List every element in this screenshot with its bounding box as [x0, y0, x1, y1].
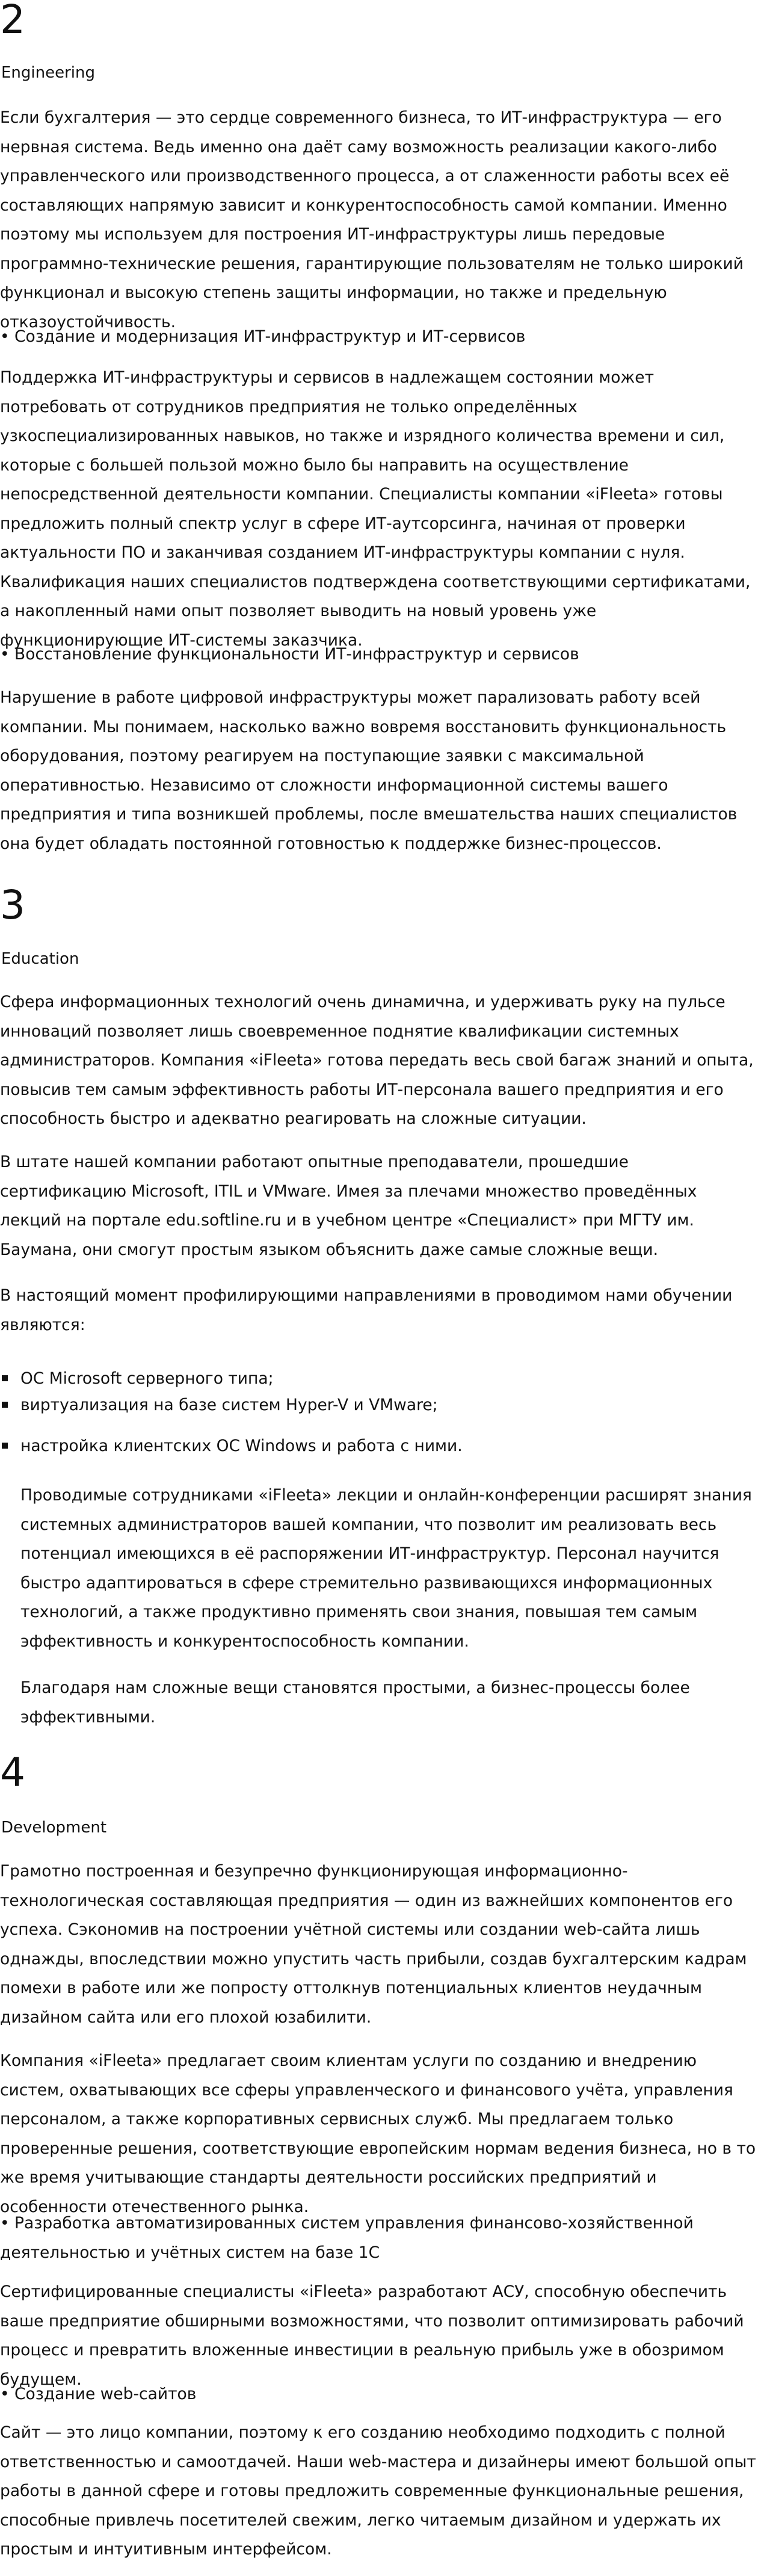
section-number: 2: [0, 0, 25, 43]
indented-paragraph: Проводимые сотрудниками «iFleeta» лекции и онлайн-конференции расширят знания системных администраторов вашей компании, что позволит им реализовать весь потенциал имеющихся в её распоряжении ИТ-инфраструктур. Персонал научится быстро адаптироваться в сфере стремительно развивающихся информационных технологий, а также продуктивно применять свои знания, повышая тем самым эффективность и конкурентоспособность компании.: [20, 1486, 752, 1651]
section-number: 4: [0, 1749, 25, 1796]
subheading: • Разработка автоматизированных систем управления финансово-хозяйственной деятельностью и учётных систем на базе 1С: [0, 2214, 694, 2262]
section-label: Development: [1, 1819, 107, 1837]
section-number: 3: [0, 882, 25, 928]
bullet-square-icon: [2, 1402, 8, 1408]
paragraph: Нарушение в работе цифровой инфраструктуры может парализовать работу всей компании. Мы понимаем, насколько важно вовремя восстановить функциональность оборудования, поэтому реагируем на поступающие заявки с максимальной оперативностью. Независимо от сложности информационной системы вашего предприятия и типа возникшей проблемы, после вмешательства наших специалистов она будет обладать постоянной готовностью к поддержке бизнес-процессов.: [0, 688, 738, 853]
paragraph: В настоящий момент профилирующими направлениями в проводимом нами обучении являются:: [0, 1286, 733, 1334]
paragraph: Сертифицированные специалисты «iFleeta» разработают АСУ, способную обеспечить ваше предприятие обширными возможностями, что позволит оптимизировать рабочий процесс и превратить вложенные инвестиции в реальную прибыль уже в обозримом будущем.: [0, 2282, 744, 2389]
paragraph: Сайт — это лицо компании, поэтому к его созданию необходимо подходить с полной ответственностью и самоотдачей. Наши web-мастера и дизайнеры имеют большой опыт работы в данной сфере и готовы предложить современные функциональные решения, способные привлечь посетителей свежим, легко читаемым дизайном и удержать их простым и интуитивным интерфейсом.: [0, 2423, 756, 2559]
paragraph: Сфера информационных технологий очень динамична, и удерживать руку на пульсе инноваций позволяет лишь своевременное поднятие квалификации системных администраторов. Компания «iFleeta» готова передать весь свой багаж знаний и опыта, повысив тем самым эффективность работы ИТ-персонала вашего предприятия и его способность быстро и адекватно реагировать на сложные ситуации.: [0, 993, 754, 1128]
paragraph: Поддержка ИТ-инфраструктуры и сервисов в надлежащем состоянии может потребовать от сотрудников предприятия не только определённых узкоспециализированных навыков, но также и изрядного количества времени и сил, которые с большей пользой можно было бы направить на осуществление непосредственной деятельности компании. Специалисты компании «iFleeta» готовы предложить полный спектр услуг в сфере ИТ-аутсорсинга, начиная от проверки актуальности ПО и заканчивая созданием ИТ-инфраструктуры компании с нуля. Квалификация наших специалистов подтверждена соответствующими сертификатами, а накопленный нами опыт позволяет выводить на новый уровень уже функционирующие ИТ-системы заказчика.: [0, 368, 751, 650]
paragraph: Если бухгалтерия — это сердце современного бизнеса, то ИТ-инфраструктура — его нервная система. Ведь именно она даёт саму возможность реализации какого-либо управленческого или производственного процесса, а от слаженности работы всех её составляющих напрямую зависит и конкурентоспособность самой компании. Именно поэтому мы используем для построения ИТ-инфраструктуры лишь передовые программно-технические решения, гарантирующие пользователям не только широкий функционал и высокую степень защиты информации, но также и предельную отказоустойчивость.: [0, 108, 744, 331]
subheading: • Создание web-сайтов: [0, 2385, 197, 2403]
indented-paragraph: Благодаря нам сложные вещи становятся простыми, а бизнес-процессы более эффективными.: [20, 1678, 690, 1727]
paragraph: Компания «iFleeta» предлагает своим клиентам услуги по созданию и внедрению систем, охватывающих все сферы управленческого и финансового учёта, управления персоналом, а также корпоративных сервисных служб. Мы предлагаем только проверенные решения, соответствующие европейским нормам ведения бизнеса, но в то же время учитывающие стандарты деятельности российских предприятий и особенности отечественного рынка.: [0, 2051, 756, 2216]
subheading: • Создание и модернизация ИТ-инфраструктур и ИТ-сервисов: [0, 327, 526, 346]
bullet-square-icon: [2, 1375, 8, 1381]
section-label: Education: [1, 950, 79, 968]
section-label: Engineering: [1, 64, 95, 82]
subheading: • Восстановление функциональности ИТ-инфраструктур и сервисов: [0, 645, 579, 664]
paragraph: В штате нашей компании работают опытные преподаватели, прошедшие сертификацию Microsoft, ITIL и VMware. Имея за плечами множество проведённых лекций на портале edu.softline.ru и в учебном центре «Специалист» при МГТУ им. Баумана, они смогут простым языком объяснить даже самые сложные вещи.: [0, 1153, 697, 1259]
bullet-square-icon: [2, 1443, 8, 1449]
paragraph: Грамотно построенная и безупречно функционирующая информационно-технологическая составляющая предприятия — один из важнейших компонентов его успеха. Сэкономив на построении учётной системы или создании web-сайта лишь однажды, впоследствии можно упустить часть прибыли, создав бухгалтерским кадрам помехи в работе или же попросту оттолкнув потенциальных клиентов неудачным дизайном сайта или его плохой юзабилити.: [0, 1862, 747, 2027]
